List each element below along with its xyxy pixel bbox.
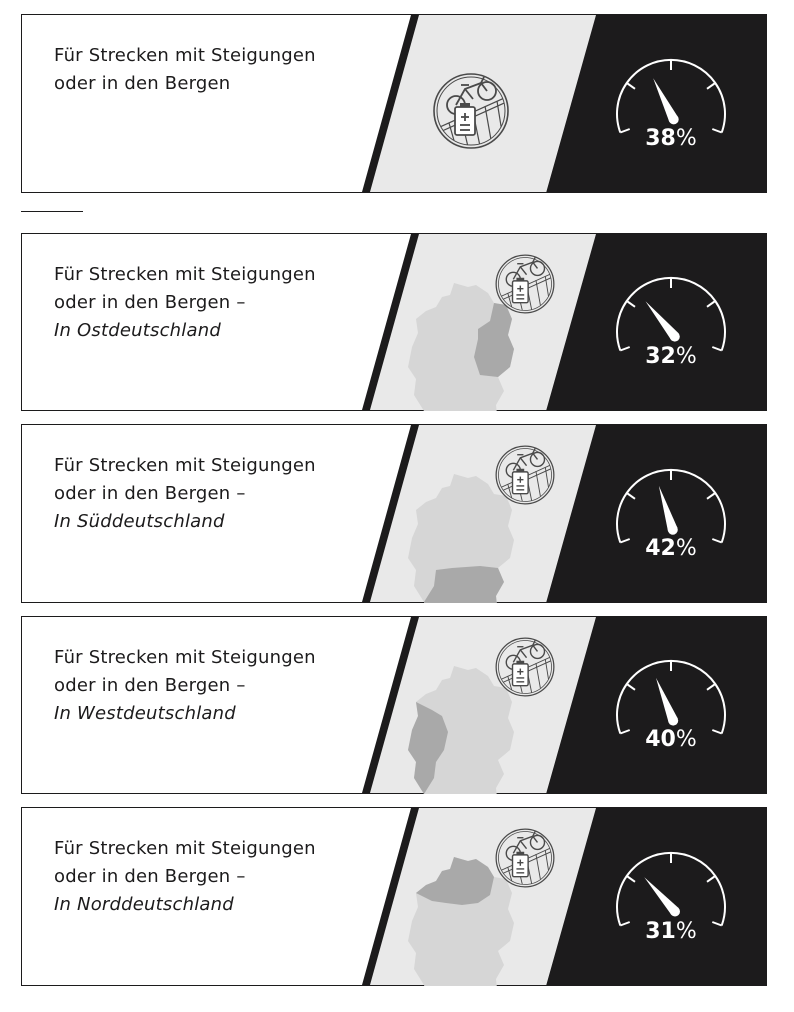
stat-card-north xyxy=(21,807,767,986)
label-line-2: oder in den Bergen – xyxy=(54,292,246,313)
percent-readout xyxy=(611,536,731,561)
card-label xyxy=(54,261,354,345)
percent-unit: % xyxy=(675,536,697,561)
percent-unit: % xyxy=(675,919,697,944)
label-line-2: oder in den Bergen – xyxy=(54,483,246,504)
percent-unit: % xyxy=(675,126,697,151)
percent-value: 38 xyxy=(645,126,676,151)
label-line-2: oder in den Bergen xyxy=(54,73,231,94)
card-label xyxy=(54,452,354,536)
percent-value: 40 xyxy=(645,727,676,752)
percent-readout xyxy=(611,919,731,944)
percent-value: 32 xyxy=(645,344,676,369)
label-line-1: Für Strecken mit Steigungen xyxy=(54,45,316,66)
percent-readout xyxy=(611,126,731,151)
label-line-2: oder in den Bergen – xyxy=(54,675,246,696)
label-line-1: Für Strecken mit Steigungen xyxy=(54,838,316,859)
percent-unit: % xyxy=(675,727,697,752)
label-region: In Westdeutschland xyxy=(54,703,236,724)
stat-card-overall xyxy=(21,14,767,193)
label-line-1: Für Strecken mit Steigungen xyxy=(54,264,316,285)
label-region: In Norddeutschland xyxy=(54,894,234,915)
percent-unit: % xyxy=(675,344,697,369)
card-label xyxy=(54,644,354,728)
stat-card-east xyxy=(21,233,767,411)
label-region: In Süddeutschland xyxy=(54,511,225,532)
percent-readout xyxy=(611,344,731,369)
label-line-1: Für Strecken mit Steigungen xyxy=(54,647,316,668)
label-region: In Ostdeutschland xyxy=(54,320,221,341)
percent-readout xyxy=(611,727,731,752)
label-line-2: oder in den Bergen – xyxy=(54,866,246,887)
percent-value: 31 xyxy=(645,919,676,944)
stat-card-south xyxy=(21,424,767,603)
stat-card-west xyxy=(21,616,767,794)
percent-value: 42 xyxy=(645,536,676,561)
card-label xyxy=(54,42,354,98)
separator-line xyxy=(21,211,83,212)
label-line-1: Für Strecken mit Steigungen xyxy=(54,455,316,476)
card-label xyxy=(54,835,354,919)
card-background xyxy=(21,14,767,193)
